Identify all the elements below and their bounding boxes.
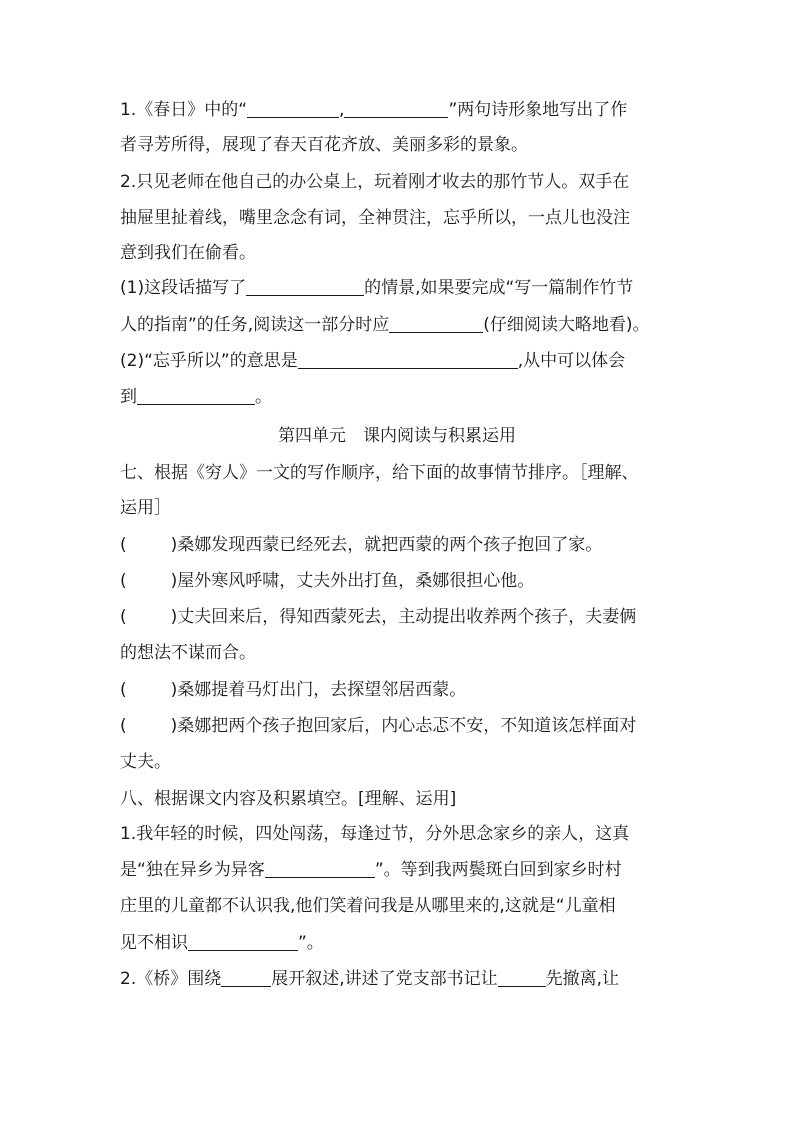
unit-title: 第四单元 课内阅读与积累运用 [278, 426, 516, 446]
q2-p1-text-d: (仔细阅读大略地看)。 [483, 315, 650, 335]
sec7-item-text-5b: 丈夫。 [120, 752, 171, 772]
q1-blank-2[interactable] [344, 99, 448, 118]
sec7-title-2: 运用］ [120, 498, 171, 518]
sec7-item-3 [120, 605, 636, 629]
sec8-text-2b: ”。等到我两鬓斑白回到家乡时村 [374, 860, 622, 880]
q2-p1-text-a: (1)这段话描写了 [120, 278, 247, 298]
order-paren-close: ) [170, 571, 178, 591]
q2-line-2 [120, 206, 630, 230]
q1-text-a: 1.《春日》中的“ [120, 100, 248, 120]
sec7-item-text-1: 桑娜发现西蒙已经死去，就把西蒙的两个孩子抱回了家。 [177, 535, 603, 555]
q2-part1-line-2 [120, 313, 649, 337]
q2-p1-blank-2[interactable] [389, 314, 483, 333]
sec8-text-4a: 见不相识 [120, 933, 188, 953]
sec8-text-3: 庄里的儿童都不认识我,他们笑着问我是从哪里来的,这就是“儿童相 [120, 896, 616, 916]
order-paren-open: ( [120, 680, 127, 700]
q1-line-1 [120, 98, 627, 122]
sec7-item-text-2: 屋外寒风呼啸，丈夫外出打鱼，桑娜很担心他。 [177, 571, 535, 591]
order-paren-open: ( [120, 535, 127, 555]
sec7-title-line-2 [120, 496, 171, 520]
q2-p2-text-c: 到 [120, 387, 137, 407]
q2-p1-blank-1[interactable] [246, 277, 364, 296]
sec8-text-1: 1.我年轻的时候，四处闯荡，每逢过节，分外思念家乡的亲人，这真 [120, 824, 630, 844]
q2-p2-text-b: ,从中可以体会 [517, 351, 626, 371]
sec7-item-2 [120, 569, 534, 593]
sec8-blank-2[interactable] [188, 932, 298, 951]
sec7-item-1 [120, 533, 602, 557]
sec8-blank-3[interactable] [221, 968, 271, 987]
sec8-blank-4[interactable] [498, 968, 546, 987]
order-paren-close: ) [170, 680, 178, 700]
sec8-title-text: 八、根据课文内容及积累填空。[理解、运用] [120, 789, 457, 809]
q1-blank-1[interactable] [247, 99, 339, 118]
q2-text-2: 抽屉里扯着线，嘴里念念有词，全神贯注，忘乎所以，一点儿也没注 [120, 208, 630, 228]
sec7-item-text-3b: 的想法不谋而合。 [120, 643, 256, 663]
sec8-text-5c: 先撤离,让 [545, 969, 620, 989]
order-paren-open: ( [120, 607, 127, 627]
sec7-item-text-4: 桑娜提着马灯出门，去探望邻居西蒙。 [177, 680, 467, 700]
sec8-line-3 [120, 894, 616, 918]
sec7-item-5 [120, 714, 636, 738]
q2-text-1: 2.只见老师在他自己的办公桌上，玩着刚才收去的那竹节人。双手在 [120, 172, 630, 192]
sec7-item-3-cont [120, 641, 256, 665]
q1-line-2 [120, 133, 528, 157]
q2-p1-text-c: 人的指南”的任务,阅读这一部分时应 [120, 315, 390, 335]
q2-line-1 [120, 170, 629, 194]
q2-part1-line-1 [120, 276, 633, 300]
q2-p2-blank-1[interactable] [298, 350, 518, 369]
sec7-item-text-3: 丈夫回来后，得知西蒙死去，主动提出收养两个孩子，夫妻俩 [177, 607, 637, 627]
order-paren-open: ( [120, 716, 127, 736]
sec8-line-4 [120, 931, 324, 955]
q1-text-c: ”两句诗形象地写出了作 [448, 100, 628, 120]
sec8-line-1 [120, 822, 629, 846]
q2-text-3: 意到我们在偷看。 [120, 243, 256, 263]
q2-line-3 [120, 241, 256, 265]
q2-part2-line-1 [120, 349, 625, 373]
sec7-item-4 [120, 678, 466, 702]
sec7-title-line-1 [120, 461, 639, 485]
sec8-title [120, 787, 456, 811]
sec8-line-5 [120, 967, 619, 991]
sec8-text-5a: 2.《桥》围绕 [120, 969, 222, 989]
sec7-item-text-5: 桑娜把两个孩子抱回家后，内心忐忑不安，不知道该怎样面对 [177, 716, 637, 736]
q2-p2-blank-2[interactable] [137, 386, 255, 405]
order-paren-close: ) [170, 716, 178, 736]
q2-p1-text-b: 的情景,如果要完成“写一篇制作竹节 [364, 278, 634, 298]
order-paren-open: ( [120, 571, 127, 591]
sec8-text-5b: 展开叙述,讲述了党支部书记让 [271, 969, 498, 989]
sec7-item-5-cont [120, 750, 171, 774]
q2-p2-text-d: 。 [255, 387, 272, 407]
q1-comma: , [339, 100, 345, 120]
q2-p2-text-a: (2)“忘乎所以”的意思是 [120, 351, 298, 371]
sec8-blank-1[interactable] [265, 859, 375, 878]
order-paren-close: ) [170, 535, 178, 555]
sec7-title-1: 七、根据《穷人》一文的写作顺序，给下面的故事情节排序。［理解、 [120, 463, 639, 483]
order-paren-close: ) [170, 607, 178, 627]
sec8-text-4b: ”。 [298, 933, 324, 953]
q1-text-d: 者寻芳所得，展现了春天百花齐放、美丽多彩的景象。 [120, 135, 528, 155]
sec8-line-2 [120, 858, 622, 882]
sec8-text-2a: 是“独在异乡为异客 [120, 860, 265, 880]
q2-part2-line-2 [120, 385, 272, 409]
